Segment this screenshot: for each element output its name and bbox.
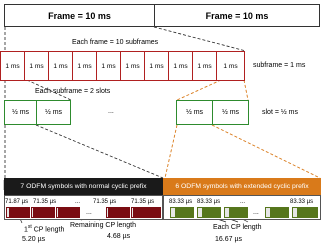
subframe-label: 1 ms [223, 62, 238, 70]
subframe-label: 1 ms [29, 62, 44, 70]
symbol-ellipsis: ... [253, 209, 259, 216]
ofdm-symbol [298, 207, 318, 218]
symbol-duration-ellipsis: ... [240, 199, 246, 205]
slot-label: ½ ms [44, 109, 63, 116]
symbol-duration-ellipsis: ... [75, 199, 81, 205]
ofdm-symbol [176, 207, 194, 218]
slot-box [176, 100, 213, 125]
slot-label: ½ ms [185, 109, 204, 116]
subframe-box [72, 51, 97, 81]
slot-to-symbol-line-right [36, 125, 163, 178]
subframe-box [24, 51, 49, 81]
subframe-box [48, 51, 73, 81]
subframe-label: 1 ms [5, 62, 20, 70]
ofdm-symbol [271, 207, 289, 218]
symbol-duration-label: 83.33 µs [169, 199, 193, 205]
slot-duration-label: slot = ½ ms [262, 109, 298, 116]
frame-box-2 [154, 4, 320, 27]
first-cp-ordinal: 1 [24, 226, 28, 234]
subframe-label: 1 ms [173, 62, 188, 70]
ofdm-symbol [134, 207, 161, 218]
symbol-duration-label: 71.35 µs [131, 199, 155, 205]
slot-label: ½ ms [221, 109, 240, 116]
symbol-duration-label: 71.35 µs [93, 199, 117, 205]
subframe-label: 1 ms [125, 62, 140, 70]
symbol-duration-label: 83.33 µs [290, 199, 314, 205]
remaining-cp-annotation: Remaining CP length [70, 222, 137, 229]
slot-caption: Each subframe = 2 slots [35, 88, 111, 95]
first-cp-ordinal-suffix: st [27, 224, 32, 230]
frame-box-1 [4, 4, 155, 27]
extended-cp-header [163, 178, 321, 195]
normal-cp-header [4, 178, 163, 195]
symbol-duration-label: 83.33 µs [197, 199, 221, 205]
subframe-box [120, 51, 145, 81]
subframe-label: 1 ms [149, 62, 164, 70]
slot-to-symbol-orange-right [212, 125, 320, 178]
first-cp-text: CP length [31, 226, 65, 234]
symbol-duration-label: 71.35 µs [33, 199, 57, 205]
subframe-label: 1 ms [77, 62, 92, 70]
extended-cp-header-text: 6 ODFM symbols with extended cyclic prefix [175, 183, 309, 190]
subframe-label: 1 ms [197, 62, 212, 70]
frame-to-subframe-line-right [154, 27, 246, 51]
first-cp-value: 5.20 µs [22, 236, 46, 243]
normal-cp-header-text: 7 ODFM symbols with normal cyclic prefix [20, 183, 147, 190]
subframe-box [0, 51, 25, 81]
ofdm-symbol [230, 207, 248, 218]
frame-label: Frame = 10 ms [48, 10, 111, 21]
ofdm-symbol [34, 207, 55, 218]
subframe-to-slot-orange-left [177, 80, 221, 100]
ofdm-symbol [10, 207, 30, 218]
subframe-box [192, 51, 217, 81]
each-cp-value: 16.67 µs [215, 236, 242, 243]
subframe-label: 1 ms [101, 62, 116, 70]
slot-box [4, 100, 37, 125]
subframe-box [144, 51, 169, 81]
slot-ellipsis: ... [108, 108, 114, 115]
slot-box [36, 100, 71, 125]
slot-box [212, 100, 249, 125]
subframe-caption: Each frame = 10 subframes [72, 39, 159, 46]
subframe-to-slot-orange-right [244, 80, 248, 100]
ofdm-symbol [59, 207, 80, 218]
slot-label: ½ ms [11, 109, 30, 116]
subframe-duration-label: subframe = 1 ms [253, 62, 306, 69]
each-cp-annotation: Each CP length [213, 224, 262, 231]
symbol-ellipsis: ... [86, 209, 92, 216]
ofdm-symbol [109, 207, 130, 218]
remaining-cp-value: 4.68 µs [107, 233, 131, 240]
frame-label: Frame = 10 ms [205, 10, 269, 21]
slot-to-symbol-orange-left [165, 125, 177, 178]
subframe-box [96, 51, 121, 81]
ofdm-symbol [203, 207, 221, 218]
symbol-duration-label: 71.87 µs [5, 199, 29, 205]
subframe-label: 1 ms [53, 62, 68, 70]
subframe-box [168, 51, 193, 81]
subframe-box [216, 51, 245, 81]
first-cp-annotation [24, 225, 64, 233]
